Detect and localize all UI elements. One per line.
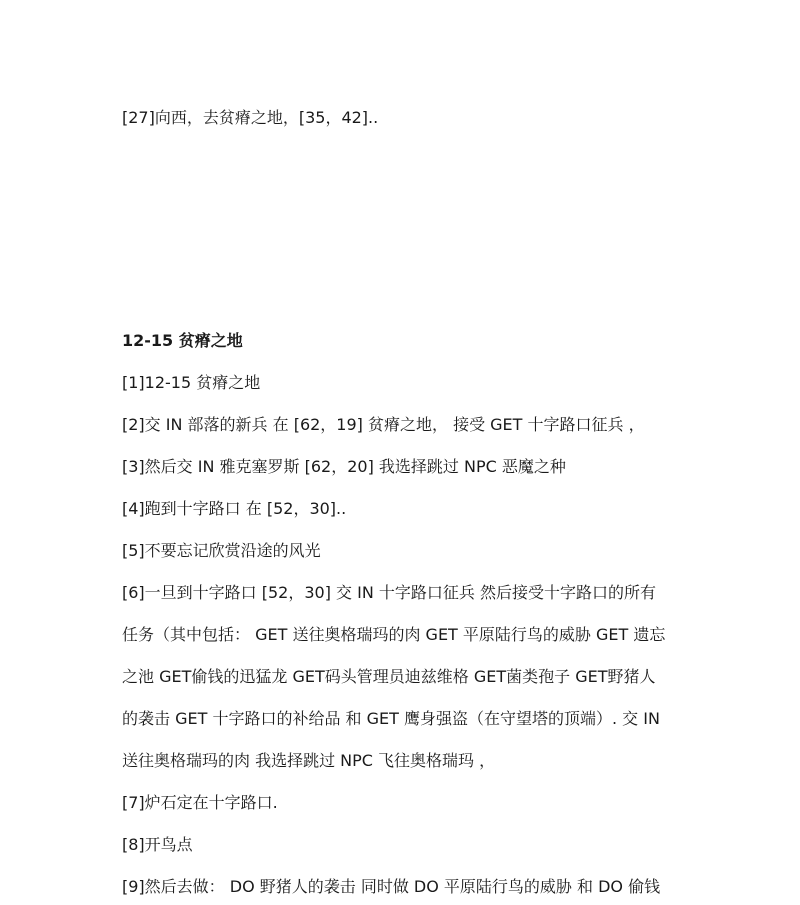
text-line: [6]一旦到十字路口 [52，30] 交 IN 十字路口征兵 然后接受十字路口的所有 xyxy=(122,583,656,602)
text-line: [3]然后交 IN 雅克塞罗斯 [62，20] 我选择跳过 NPC 恶魔之种 xyxy=(122,457,566,476)
text-line: 之池 GET偷钱的迅猛龙 GET码头管理员迪兹维格 GET菌类孢子 GET野猪人 xyxy=(122,667,656,686)
text-line: [1]12-15 贫瘠之地 xyxy=(122,373,261,392)
intro-line: [27]向西，去贫瘠之地，[35，42].. xyxy=(122,108,379,127)
text-line: [7]炉石定在十字路口. xyxy=(122,793,278,812)
text-line: [8]开鸟点 xyxy=(122,835,193,854)
text-line: [2]交 IN 部落的新兵 在 [62，19] 贫瘠之地， 接受 GET 十字路口征兵 ， xyxy=(122,415,645,434)
text-line: [9]然后去做： DO 野猪人的袭击 同时做 DO 平原陆行鸟的威胁 和 DO 偷钱 xyxy=(122,877,661,896)
section-title: 12-15 贫瘠之地 xyxy=(122,331,243,350)
text-line: 的袭击 GET 十字路口的补给品 和 GET 鹰身强盗（在守望塔的顶端）. 交 IN xyxy=(122,709,660,728)
text-line: [4]跑到十字路口 在 [52，30].. xyxy=(122,499,347,518)
text-line: [5]不要忘记欣赏沿途的风光 xyxy=(122,541,321,560)
text-line: 任务（其中包括： GET 送往奥格瑞玛的肉 GET 平原陆行鸟的威胁 GET 遗忘 xyxy=(122,625,666,644)
text-line: 送往奥格瑞玛的肉 我选择跳过 NPC 飞往奥格瑞玛 ， xyxy=(122,751,496,770)
